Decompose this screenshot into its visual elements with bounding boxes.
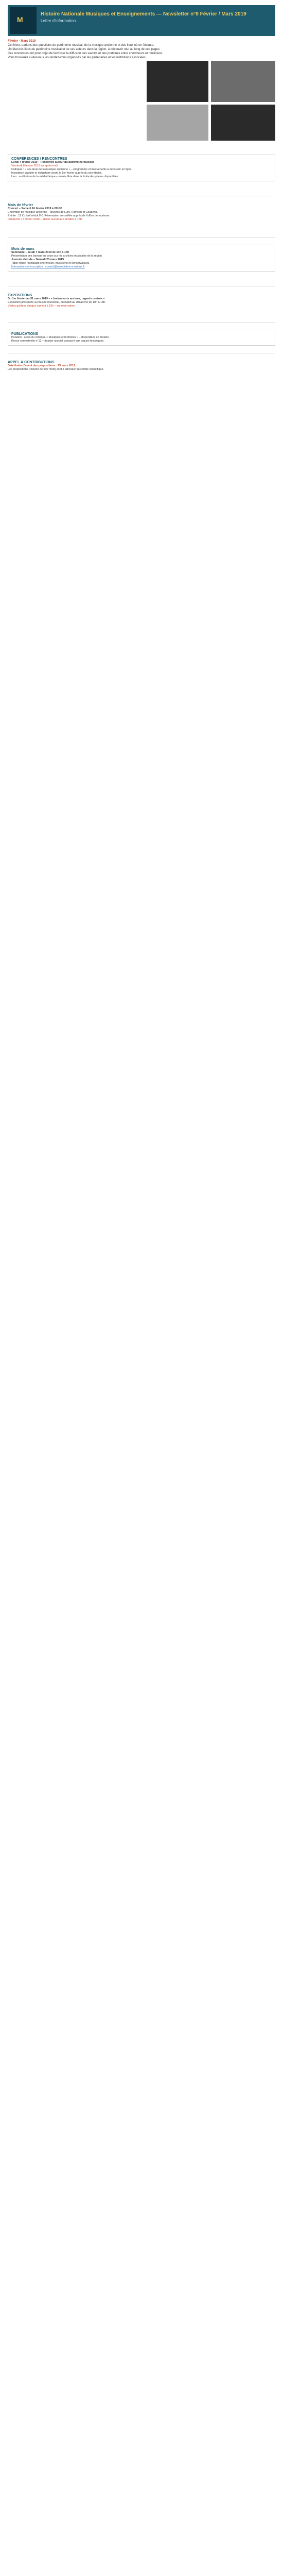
section-line: Exposition présentée au musée municipal, du mardi au dimanche de 10h à 18h.	[8, 301, 106, 304]
logo-letter: M	[17, 15, 23, 24]
section-line: Colloque : « Les lieux de la musique ancienne » – programme et intervenants à découvrir en ligne.	[11, 168, 132, 171]
section-line: Inscription gratuite et obligatoire avant le 1er février auprès du secrétariat.	[11, 172, 102, 175]
section-publications	[8, 330, 275, 346]
section-line: Dimanche 17 février 2019 – atelier ouvert aux familles à 15h.	[8, 218, 83, 221]
section-march	[8, 245, 275, 272]
intro-headline: Février - Mars 2019	[8, 40, 36, 43]
intro-block	[8, 39, 275, 60]
section-title: CONFÉRENCES / RENCONTRES	[11, 157, 67, 161]
section-february	[8, 204, 275, 222]
photo-manuscript	[147, 105, 208, 141]
newsletter-header	[8, 5, 275, 36]
section-line: Date limite d'envoi des propositions : 15 mars 2019.	[8, 364, 76, 367]
section-call-for-papers	[8, 361, 275, 371]
section-conferences	[8, 155, 275, 181]
divider	[8, 322, 275, 323]
section-line: Revue semestrielle n°12 – dossier spécial consacré aux orgues historiques.	[11, 340, 104, 343]
newsletter-title: Histoire Nationale Musiques et Enseignements — Newsletter n°8 Février / Mars 2019	[41, 11, 246, 17]
section-line: Concert – Samedi 16 février 2019 à 20h30	[8, 207, 62, 210]
section-line: Ensemble de musique ancienne – œuvres de Lully, Rameau et Couperin.	[8, 211, 98, 214]
section-line: Lundi 4 février 2019 – Rencontre autour du patrimoine musical	[11, 161, 94, 164]
section-title: APPEL À CONTRIBUTIONS	[8, 361, 55, 364]
section-line: Présentation des travaux en cours sur les archives musicales de la région.	[11, 255, 103, 258]
section-line: Journée d'étude – Samedi 23 mars 2019	[11, 258, 64, 261]
divider	[8, 237, 275, 238]
section-title: Mois de mars	[11, 247, 34, 251]
section-title: PUBLICATIONS	[11, 332, 38, 336]
newsletter-subtitle: Lettre d'information	[41, 19, 76, 23]
intro-line: Cet hiver, parlons des questions du patrimoine musical, de la musique ancienne et des lieux où on l'écoute.	[8, 44, 154, 47]
contact-link[interactable]: Informations et inscription : contact@association-musique.fr	[11, 265, 85, 268]
section-title: Mois de février	[8, 204, 33, 207]
section-line: Entrée : 12 € / tarif réduit 8 €. Réservation conseillée auprès de l'office de tourisme.	[8, 214, 110, 217]
section-line: Lieu : auditorium de la médiathèque – entrée libre dans la limite des places disponibles.	[11, 175, 119, 178]
section-title: EXPOSITIONS	[8, 294, 32, 297]
section-line: Vendredi 8 février 2019 en après-midi	[11, 164, 58, 167]
section-line: Les propositions (résumé de 500 mots) sont à adresser au comité scientifique.	[8, 368, 104, 371]
logo	[10, 7, 37, 34]
section-exhibitions	[8, 294, 275, 308]
intro-line: Un état des lieux du patrimoine musical et de ses acteurs dans la région, à découvrir tout au long de ces pages.	[8, 48, 161, 51]
intro-line: Ces rencontres ont pour objet de favoriser la diffusion des savoirs et des pratiques entre chercheurs et musiciens.	[8, 52, 164, 55]
section-line: Séminaire – Jeudi 7 mars 2019 de 14h à 17h	[11, 251, 69, 254]
photo-instrument	[211, 61, 275, 102]
photo-concert	[147, 61, 208, 102]
section-line: Parution : actes du colloque « Musiques et territoires » – disponibles en librairie.	[11, 336, 110, 339]
section-line: Du 1er février au 31 mars 2019 – « Instruments anciens, regards croisés »	[8, 297, 105, 300]
intro-line: Vous trouverez ci-dessous les rendez-vous organisés par les partenaires et les institutions associées.	[8, 56, 147, 59]
section-line: Visites guidées chaque samedi à 15h – sur réservation.	[8, 304, 76, 308]
photo-audience	[211, 105, 275, 141]
section-line: Table ronde réunissant chercheurs, musiciens et conservateurs.	[11, 262, 90, 265]
